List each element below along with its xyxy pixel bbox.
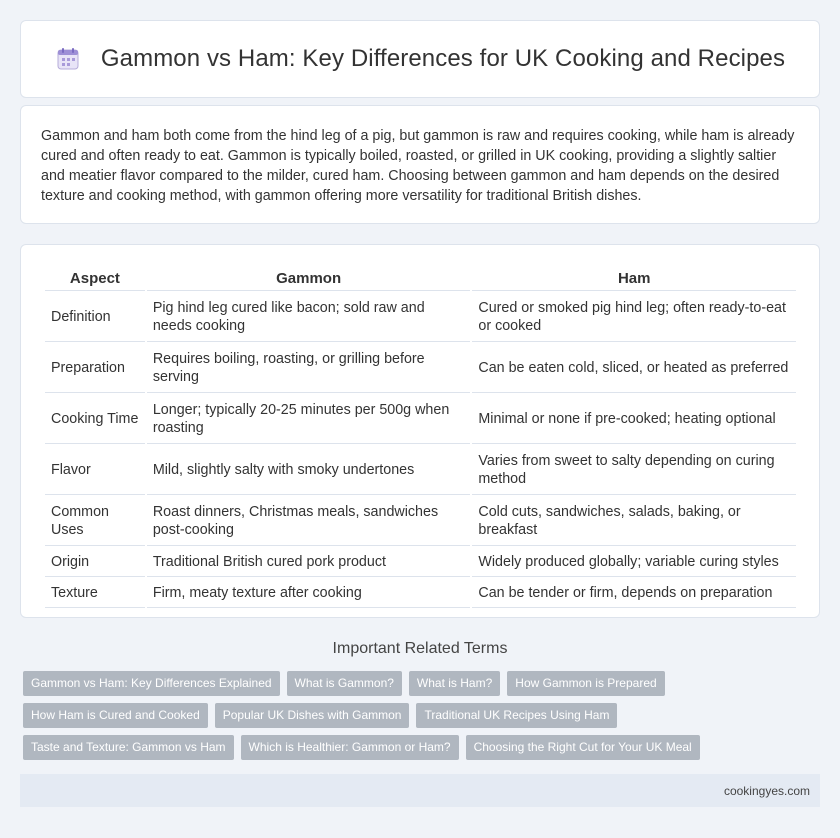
related-term-link[interactable]: Which is Healthier: Gammon or Ham? — [241, 735, 459, 760]
related-term-link[interactable]: What is Gammon? — [287, 671, 402, 696]
row-ham: Cold cuts, sandwiches, salads, baking, or breakfast — [472, 497, 796, 546]
comparison-table — [43, 265, 798, 610]
row-aspect: Cooking Time — [45, 395, 145, 444]
related-terms-title: Important Related Terms — [332, 640, 508, 657]
row-gammon: Pig hind leg cured like bacon; sold raw and needs cooking — [147, 293, 471, 342]
table-row — [45, 293, 796, 342]
row-aspect: Common Uses — [45, 497, 145, 546]
site-name[interactable]: cookingyes.com — [723, 783, 810, 798]
tag-row — [23, 703, 823, 728]
related-term-link[interactable]: Popular UK Dishes with Gammon — [215, 703, 410, 728]
footer — [20, 774, 820, 807]
calendar-grid-icon — [55, 46, 81, 72]
row-gammon: Traditional British cured pork product — [147, 548, 471, 577]
table-row — [45, 497, 796, 546]
row-aspect: Flavor — [45, 446, 145, 495]
header-gammon: Gammon — [147, 267, 471, 291]
row-ham: Widely produced globally; variable curing styles — [472, 548, 796, 577]
intro-card — [20, 105, 820, 224]
related-term-link[interactable]: Traditional UK Recipes Using Ham — [416, 703, 617, 728]
row-gammon: Longer; typically 20-25 minutes per 500g when roasting — [147, 395, 471, 444]
row-aspect: Origin — [45, 548, 145, 577]
comparison-table-card — [20, 244, 820, 618]
title-card — [20, 20, 820, 98]
row-gammon: Roast dinners, Christmas meals, sandwiches post-cooking — [147, 497, 471, 546]
page-title: Gammon vs Ham: Key Differences for UK Cooking and Recipes — [100, 45, 786, 72]
row-gammon: Mild, slightly salty with smoky undertones — [147, 446, 471, 495]
related-term-link[interactable]: Gammon vs Ham: Key Differences Explained — [23, 671, 280, 696]
header-aspect: Aspect — [45, 267, 145, 291]
row-ham: Can be tender or firm, depends on preparation — [472, 579, 796, 608]
related-term-link[interactable]: Taste and Texture: Gammon vs Ham — [23, 735, 234, 760]
row-ham: Minimal or none if pre-cooked; heating optional — [472, 395, 796, 444]
related-term-link[interactable]: How Ham is Cured and Cooked — [23, 703, 208, 728]
table-row — [45, 395, 796, 444]
related-term-link[interactable]: How Gammon is Prepared — [507, 671, 664, 696]
row-aspect: Preparation — [45, 344, 145, 393]
header-ham: Ham — [472, 267, 796, 291]
table-row — [45, 446, 796, 495]
row-aspect: Texture — [45, 579, 145, 608]
row-gammon: Requires boiling, roasting, or grilling before serving — [147, 344, 471, 393]
row-ham: Cured or smoked pig hind leg; often ready-to-eat or cooked — [472, 293, 796, 342]
related-term-link[interactable]: Choosing the Right Cut for Your UK Meal — [466, 735, 700, 760]
row-aspect: Definition — [45, 293, 145, 342]
related-terms-list — [23, 671, 823, 767]
intro-text: Gammon and ham both come from the hind leg of a pig, but gammon is raw and requires cooking, while ham is already cured and often ready to eat. Gammon is typically boiled, roasted, or grilled in UK cooking, providing a slightly saltier and meatier flavor compared to the milder, cured ham. Choosing between gammon and ham depends on the desired texture and cooking method, with gammon offering more versatility for traditional British dishes. — [41, 128, 795, 204]
row-ham: Can be eaten cold, sliced, or heated as preferred — [472, 344, 796, 393]
table-header-row — [45, 267, 796, 291]
row-gammon: Firm, meaty texture after cooking — [147, 579, 471, 608]
table-row — [45, 548, 796, 577]
row-ham: Varies from sweet to salty depending on curing method — [472, 446, 796, 495]
tag-row — [23, 671, 823, 696]
table-row — [45, 579, 796, 608]
table-row — [45, 344, 796, 393]
related-term-link[interactable]: What is Ham? — [409, 671, 500, 696]
tag-row — [23, 735, 823, 760]
